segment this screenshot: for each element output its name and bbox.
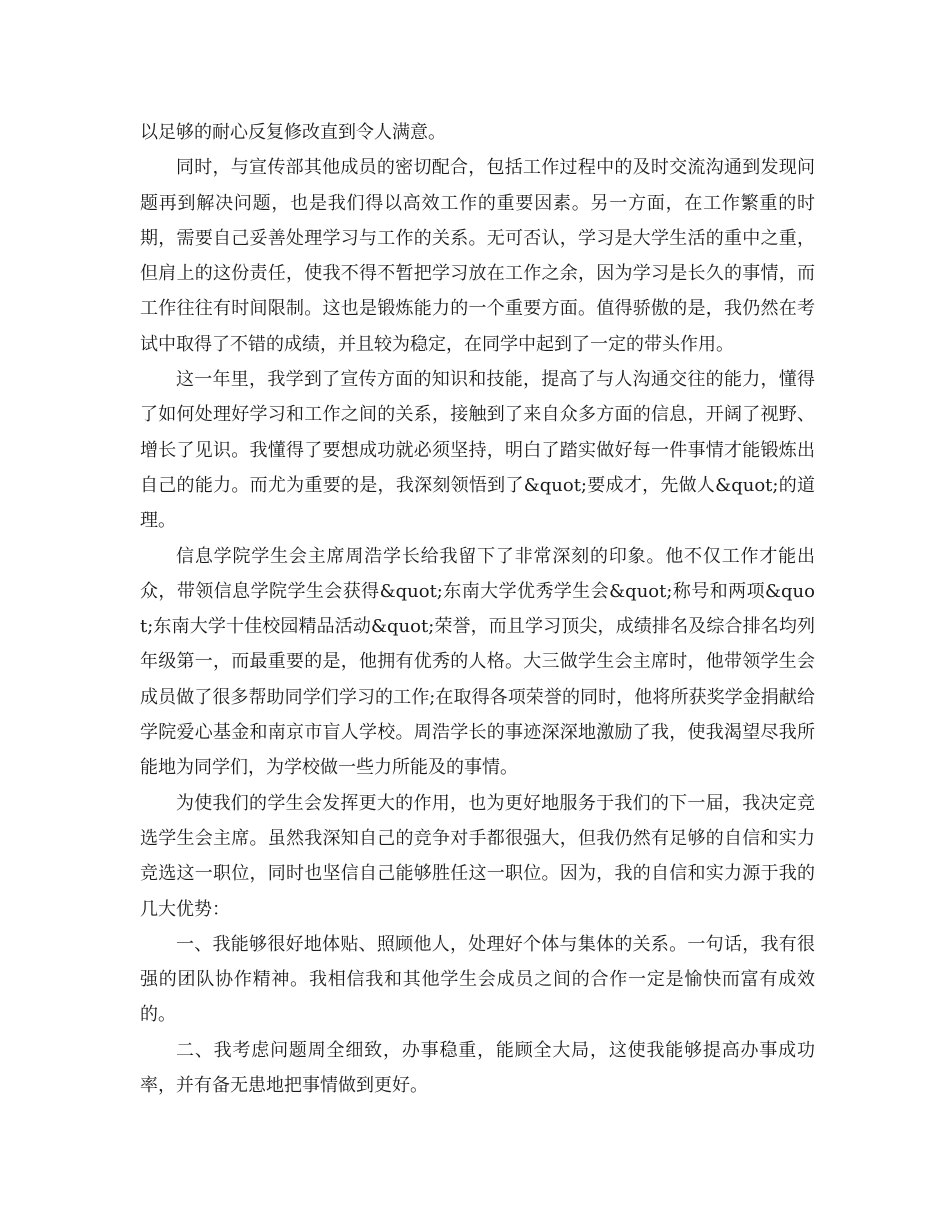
paragraph-candidacy: 为使我们的学生会发挥更大的作用，也为更好地服务于我们的下一届，我决定竞选学生会主席。虽然我深知自己的竞争对手都很强大，但我仍然有足够的自信和实力竞选这一职位，同时也坚信自己能够胜任这一职位。因为，我的自信和实力源于我的几大优势： bbox=[140, 792, 815, 920]
paragraph-year-review: 这一年里，我学到了宣传方面的知识和技能，提高了与人沟通交往的能力，懂得了如何处理好学习和工作之间的关系，接触到了来自众多方面的信息，开阔了视野、增长了见识。我懂得了要想成功就必须坚持，明白了踏实做好每一件事情才能锻炼出自己的能力。而尤为重要的是，我深刻领悟到了&quot;要成才，先做人&quot;的道理。 bbox=[140, 369, 815, 532]
paragraph-cooperation: 同时，与宣传部其他成员的密切配合，包括工作过程中的及时交流沟通到发现问题再到解决问题，也是我们得以高效工作的重要因素。另一方面，在工作繁重的时期，需要自己妥善处理学习与工作的关系。无可否认，学习是大学生活的重中之重，但肩上的这份责任，使我不得不暂把学习放在工作之余，因为学习是长久的事情，而工作往往有时间限制。这也是锻炼能力的一个重要方面。值得骄傲的是，我仍然在考试中取得了不错的成绩，并且较为稳定，在同学中起到了一定的带头作用。 bbox=[140, 157, 815, 355]
paragraph-role-model: 信息学院学生会主席周浩学长给我留下了非常深刻的印象。他不仅工作才能出众，带领信息学院学生会获得&quot;东南大学优秀学生会&quot;称号和两项&quot;东南大学十佳校园精品活动&quot;荣誉，而且学习顶尖，成绩排名及综合排名均列年级第一，而最重要的是，他拥有优秀的人格。大三做学生会主席时，他带领学生会成员做了很多帮助同学们学习的工作;在取得各项荣誉的同时，他将所获奖学金捐献给学院爱心基金和南京市盲人学校。周浩学长的事迹深深地激励了我，使我渴望尽我所能地为同学们，为学校做一些力所能及的事情。 bbox=[140, 545, 815, 779]
paragraph-continuation: 以足够的耐心反复修改直到令人满意。 bbox=[140, 122, 446, 143]
paragraph-advantage-two: 二、我考虑问题周全细致，办事稳重，能顾全大局，这使我能够提高办事成功率，并有备无患地把事情做到更好。 bbox=[140, 1039, 815, 1097]
paragraph-advantage-one: 一、我能够很好地体贴、照顾他人，处理好个体与集体的关系。一句话，我有很强的团队协作精神。我相信我和其他学生会成员之间的合作一定是愉快而富有成效的。 bbox=[140, 933, 815, 1026]
document-body bbox=[140, 115, 815, 1103]
